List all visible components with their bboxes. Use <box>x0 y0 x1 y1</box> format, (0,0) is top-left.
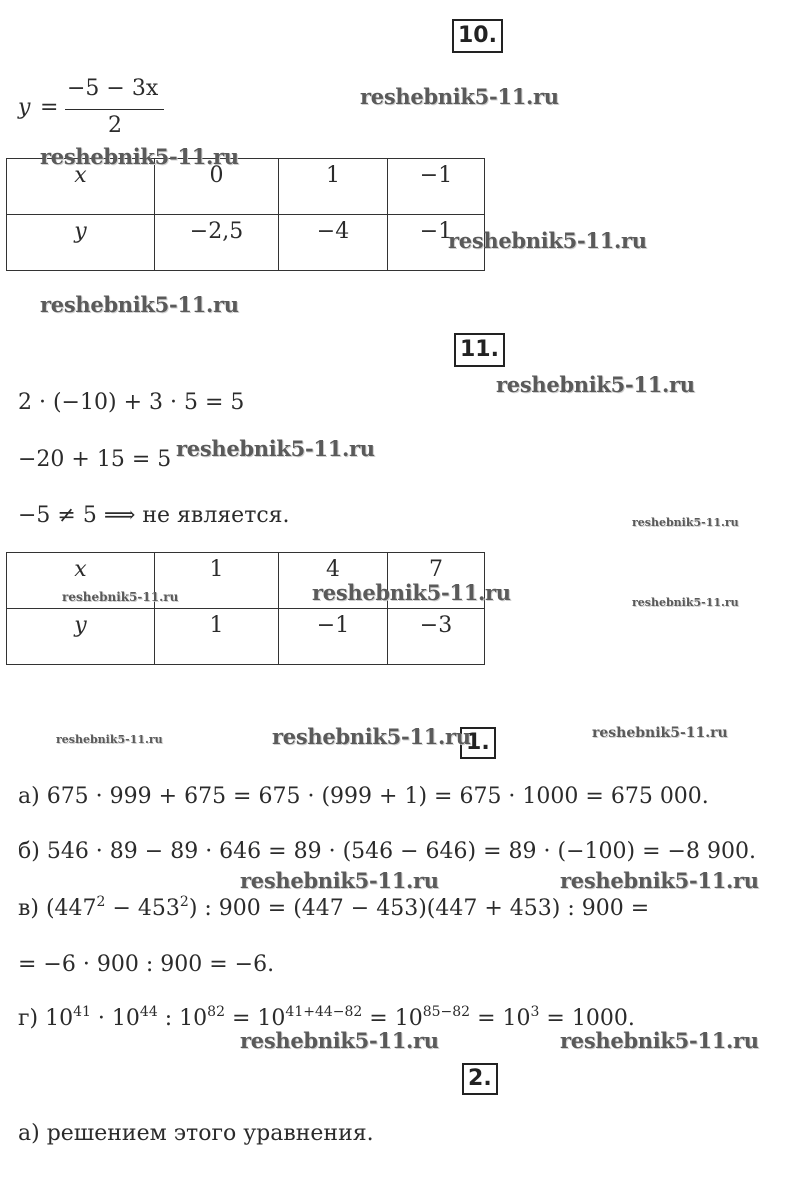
table-cell: 1 <box>155 553 279 609</box>
watermark: reshebnik5-11.ru <box>312 580 511 605</box>
watermark: reshebnik5-11.ru <box>560 1028 759 1053</box>
task-1-g-part: = 10 <box>224 1006 286 1031</box>
task-11-number <box>454 333 505 367</box>
table-cell: −1 <box>388 159 485 215</box>
watermark: reshebnik5-11.ru <box>592 725 728 741</box>
table-header-y: y <box>7 215 155 271</box>
task-2-dot: . <box>483 1066 492 1091</box>
exponent: 44 <box>139 1004 158 1020</box>
task-11-table <box>6 552 485 665</box>
exponent: 82 <box>207 1004 225 1020</box>
table-cell: −3 <box>388 609 485 665</box>
task-1-g-part: : 10 <box>157 1006 208 1031</box>
table-cell: 1 <box>279 159 388 215</box>
table-row-y <box>7 609 485 665</box>
task-10-number-text: 10 <box>458 23 489 48</box>
exponent: 85−82 <box>422 1004 471 1020</box>
task-1-v-continued: = −6 · 900 : 900 = −6. <box>18 952 275 977</box>
watermark: reshebnik5-11.ru <box>56 733 163 746</box>
task-10-number <box>452 19 503 53</box>
watermark: reshebnik5-11.ru <box>240 1028 439 1053</box>
task-1-g-part: = 1000. <box>539 1006 635 1031</box>
exponent: 2 <box>179 894 189 910</box>
table-header-y: y <box>7 609 155 665</box>
task-1-v-part: − 453 <box>105 896 180 921</box>
task-1-g-part: · 10 <box>90 1006 140 1031</box>
table-cell: 4 <box>279 553 388 609</box>
task-1-number-text: 1 <box>466 730 482 755</box>
task-1-g-part: г) 10 <box>18 1006 74 1031</box>
equation-lhs: y <box>18 95 31 120</box>
table-header-x: x <box>7 553 155 609</box>
task-1-dot: . <box>481 730 490 755</box>
equation-denominator: 2 <box>108 113 122 138</box>
table-header-x: x <box>7 159 155 215</box>
fraction-bar <box>65 109 164 110</box>
task-2-number <box>462 1063 498 1095</box>
task-1-v <box>18 896 649 921</box>
table-cell: −1 <box>279 609 388 665</box>
equation-numerator: −5 − 3x <box>67 76 159 101</box>
watermark: reshebnik5-11.ru <box>240 868 439 893</box>
watermark: reshebnik5-11.ru <box>360 84 559 109</box>
exponent: 41 <box>73 1004 91 1020</box>
task-10-table <box>6 158 485 271</box>
watermark: reshebnik5-11.ru <box>632 596 739 609</box>
watermark: reshebnik5-11.ru <box>448 228 647 253</box>
task-10-dot: . <box>488 23 497 48</box>
watermark: reshebnik5-11.ru <box>560 868 759 893</box>
exponent: 3 <box>530 1004 540 1020</box>
watermark: reshebnik5-11.ru <box>632 516 739 529</box>
watermark: reshebnik5-11.ru <box>40 292 239 317</box>
equation-equals: = <box>40 95 59 120</box>
exponent: 41+44−82 <box>285 1004 363 1020</box>
task-1-b: б) 546 · 89 − 89 · 646 = 89 · (546 − 646) = 89 · (−100) = −8 900. <box>18 839 756 864</box>
task-1-v-part: в) (447 <box>18 896 97 921</box>
watermark: reshebnik5-11.ru <box>496 372 695 397</box>
table-cell: −1 <box>388 215 485 271</box>
watermark: reshebnik5-11.ru <box>272 724 471 749</box>
watermark: reshebnik5-11.ru <box>176 436 375 461</box>
task-2-number-text: 2 <box>468 1066 484 1091</box>
task-11-line-3: −5 ≠ 5 ⟹ не является. <box>18 503 290 528</box>
task-2-a: а) решением этого уравнения. <box>18 1121 374 1146</box>
task-11-number-text: 11 <box>460 337 491 362</box>
task-1-a: а) 675 · 999 + 675 = 675 · (999 + 1) = 675 · 1000 = 675 000. <box>18 784 709 809</box>
task-11-line-1: 2 · (−10) + 3 · 5 = 5 <box>18 390 245 415</box>
task-1-g-part: = 10 <box>470 1006 531 1031</box>
exponent: 2 <box>96 894 106 910</box>
watermark: reshebnik5-11.ru <box>40 144 239 169</box>
table-cell: −4 <box>279 215 388 271</box>
task-11-line-2: −20 + 15 = 5 <box>18 447 172 472</box>
table-cell: 1 <box>155 609 279 665</box>
table-cell: 0 <box>155 159 279 215</box>
table-cell: 7 <box>388 553 485 609</box>
watermark: reshebnik5-11.ru <box>62 590 179 604</box>
task-1-g-part: = 10 <box>362 1006 423 1031</box>
task-11-dot: . <box>490 337 499 362</box>
table-cell: −2,5 <box>155 215 279 271</box>
table-row-y <box>7 215 485 271</box>
task-1-v-part: ) : 900 = (447 − 453)(447 + 453) : 900 = <box>188 896 650 921</box>
